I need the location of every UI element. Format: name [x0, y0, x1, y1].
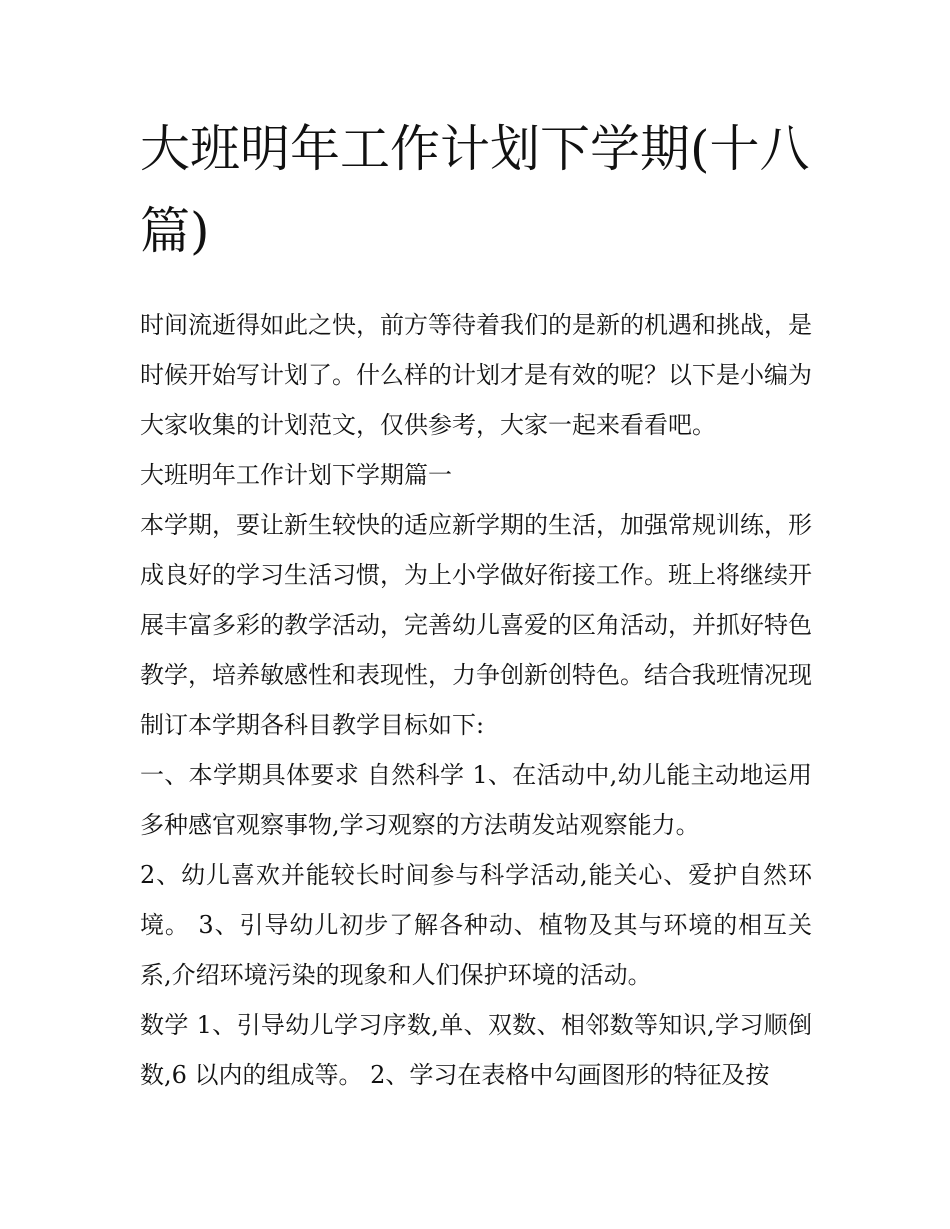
document-page — [140, 108, 812, 1100]
document-body — [140, 300, 812, 1100]
document-title: 大班明年工作计划下学期(十八篇) — [140, 120, 810, 260]
section-heading: 大班明年工作计划下学期篇一 — [140, 461, 452, 489]
body-paragraph: 2、幼儿喜欢并能较长时间参与科学活动,能关心、爱护自然环境。 3、引导幼儿初步了解各种动、植物及其与环境的相互关系,介绍环境污染的现象和人们保护环境的活动。 — [140, 861, 812, 989]
intro-paragraph: 时间流逝得如此之快，前方等待着我们的是新的机遇和挑战，是时候开始写计划了。什么样的计划才是有效的呢？以下是小编为大家收集的计划范文，仅供参考，大家一起来看看吧。 — [140, 311, 812, 439]
body-paragraph: 本学期，要让新生较快的适应新学期的生活，加强常规训练，形成良好的学习生活习惯，为上小学做好衔接工作。班上将继续开展丰富多彩的教学活动，完善幼儿喜爱的区角活动，并抓好特色教学，培养敏感性和表现性，力争创新创特色。结合我班情况现制订本学期各科目教学目标如下: — [140, 511, 812, 739]
body-paragraph: 数学 1、引导幼儿学习序数,单、双数、相邻数等知识,学习顺倒数,6 以内的组成等。 2、学习在表格中勾画图形的特征及按 — [140, 1011, 812, 1089]
body-paragraph: 一、本学期具体要求 自然科学 1、在活动中,幼儿能主动地运用多种感官观察事物,学习观察的方法萌发站观察能力。 — [140, 761, 812, 839]
